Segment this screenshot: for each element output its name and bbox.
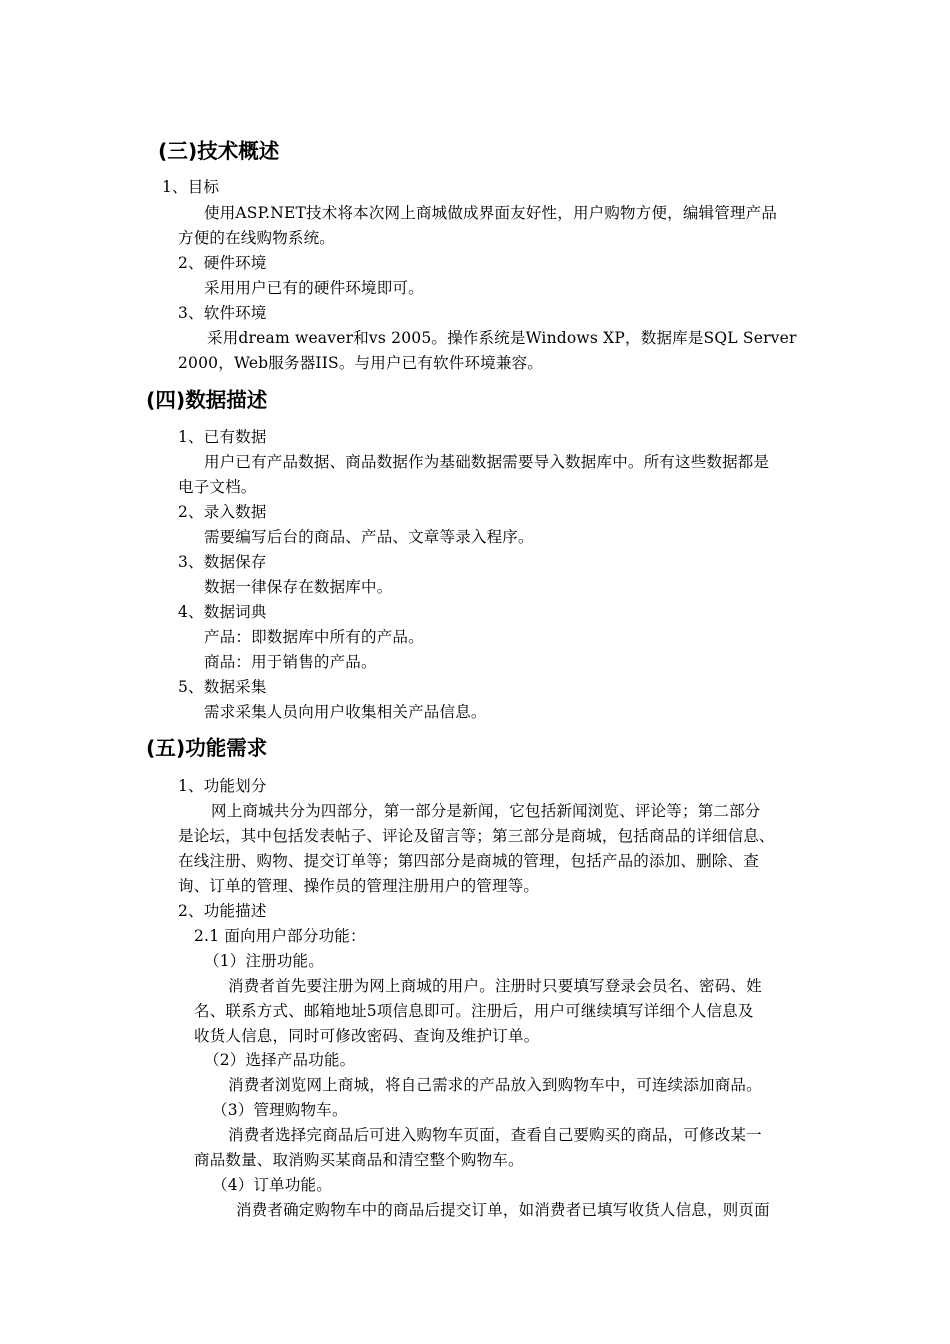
paragraph-line: 数据一律保存在数据库中。 xyxy=(204,578,393,596)
paragraph-line: 需求采集人员向用户收集相关产品信息。 xyxy=(204,703,487,721)
paragraph-line: 商品：用于销售的产品。 xyxy=(204,653,377,671)
paragraph-line: 是论坛，其中包括发表帖子、评论及留言等；第三部分是商城，包括商品的详细信息、 xyxy=(178,827,775,845)
paragraph-line: 询、订单的管理、操作员的管理注册用户的管理等。 xyxy=(178,877,540,895)
paragraph-line: 用户已有产品数据、商品数据作为基础数据需要导入数据库中。所有这些数据都是 xyxy=(204,453,770,471)
paragraph-line: 收货人信息，同时可修改密码、查询及维护订单。 xyxy=(194,1027,540,1045)
item-title-data-entry: 2、录入数据 xyxy=(178,503,267,521)
paragraph-line: 商品数量、取消购买某商品和清空整个购物车。 xyxy=(194,1151,524,1169)
paragraph-line: 产品：即数据库中所有的产品。 xyxy=(204,628,424,646)
paragraph-line: 在线注册、购物、提交订单等；第四部分是商城的管理，包括产品的添加、删除、查 xyxy=(178,852,759,870)
function-title-register: （1）注册功能。 xyxy=(204,952,324,970)
paragraph-line: 消费者选择完商品后可进入购物车页面，查看自己要购买的商品，可修改某一 xyxy=(228,1126,762,1144)
section-heading-data-description: (四)数据描述 xyxy=(146,388,268,412)
function-title-select-product: （2）选择产品功能。 xyxy=(204,1051,356,1069)
item-title-data-dictionary: 4、数据词典 xyxy=(178,603,267,621)
paragraph-line: 名、联系方式、邮箱地址5项信息即可。注册后，用户可继续填写详细个人信息及 xyxy=(194,1002,754,1020)
paragraph-line: 网上商城共分为四部分，第一部分是新闻，它包括新闻浏览、评论等；第二部分 xyxy=(211,802,761,820)
section-heading-tech-overview: (三)技术概述 xyxy=(158,139,280,163)
paragraph-line: 采用用户已有的硬件环境即可。 xyxy=(204,279,424,297)
item-title-hardware: 2、硬件环境 xyxy=(178,254,267,272)
paragraph-line: 消费者确定购物车中的商品后提交订单，如消费者已填写收货人信息，则页面 xyxy=(236,1201,770,1219)
paragraph-line: 消费者浏览网上商城，将自己需求的产品放入到购物车中，可连续添加商品。 xyxy=(228,1076,762,1094)
item-title-existing-data: 1、已有数据 xyxy=(178,428,267,446)
paragraph-line: 电子文档。 xyxy=(178,478,257,496)
item-title-goal: 1、目标 xyxy=(162,178,220,196)
item-title-function-description: 2、功能描述 xyxy=(178,902,267,920)
item-title-data-collection: 5、数据采集 xyxy=(178,678,267,696)
paragraph-line: 采用dream weaver和vs 2005。操作系统是Windows XP，数据库是SQL Server xyxy=(207,329,797,347)
item-title-function-division: 1、功能划分 xyxy=(178,777,267,795)
paragraph-line: 消费者首先要注册为网上商城的用户。注册时只要填写登录会员名、密码、姓 xyxy=(228,977,762,995)
item-title-data-storage: 3、数据保存 xyxy=(178,553,267,571)
section-heading-functional-requirements: (五)功能需求 xyxy=(146,736,268,760)
paragraph-line: 使用ASP.NET技术将本次网上商城做成界面友好性，用户购物方便，编辑管理产品 xyxy=(204,204,778,222)
paragraph-line: 方便的在线购物系统。 xyxy=(178,229,336,247)
subsection-title: 2.1 面向用户部分功能： xyxy=(194,927,366,945)
function-title-order: （4）订单功能。 xyxy=(212,1176,332,1194)
paragraph-line: 需要编写后台的商品、产品、文章等录入程序。 xyxy=(204,528,534,546)
paragraph-line: 2000，Web服务器IIS。与用户已有软件环境兼容。 xyxy=(178,354,543,372)
function-title-cart: （3）管理购物车。 xyxy=(212,1101,348,1119)
item-title-software: 3、软件环境 xyxy=(178,304,267,322)
